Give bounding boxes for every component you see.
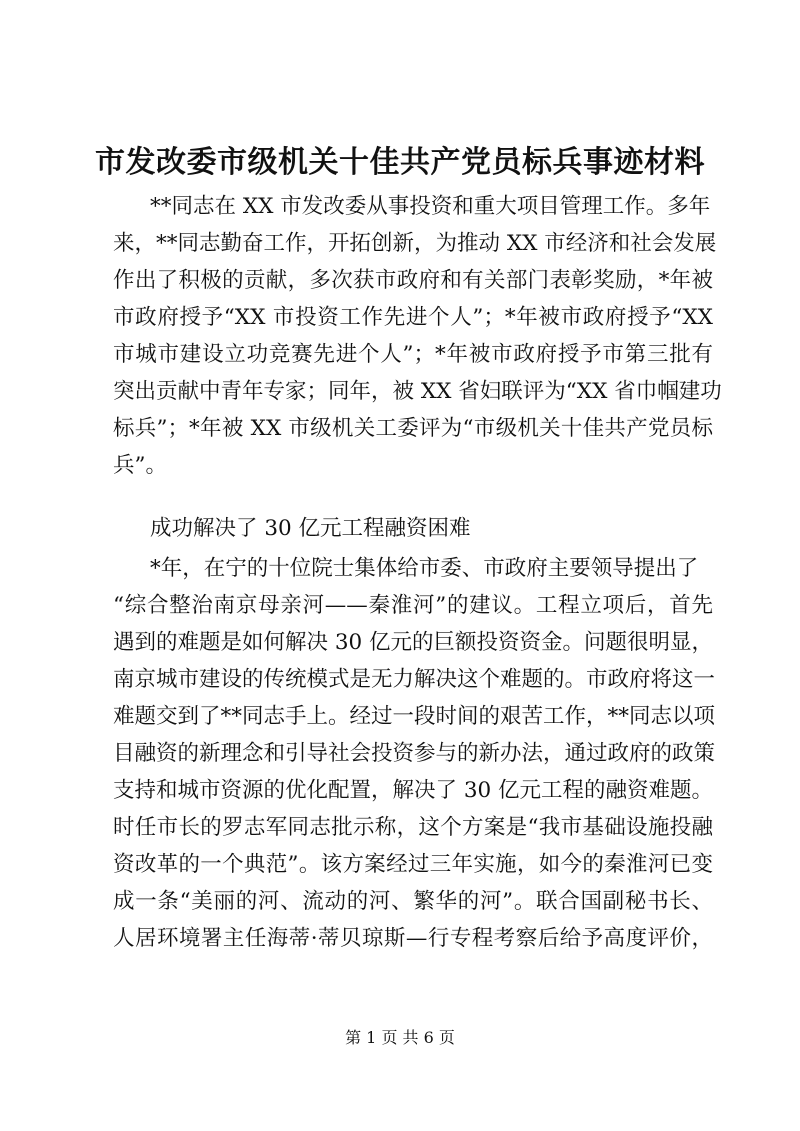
paragraph-line: 难题交到了**同志手上。经过一段时间的艰苦工作，**同志以项 xyxy=(113,704,716,729)
paragraph-line: 市城市建设立功竞赛先进个人”；*年被市政府授予市第三批有 xyxy=(113,342,713,367)
paragraph-line: 作出了积极的贡献，多次获市政府和有关部门表彰奖励，*年被 xyxy=(113,268,713,293)
paragraph-line: 资改革的一个典范”。该方案经过三年实施，如今的秦淮河已变 xyxy=(113,852,713,877)
paragraph-line: 成一条“美丽的河、流动的河、繁华的河”。联合国副秘书长、 xyxy=(113,889,713,914)
paragraph-line: 目融资的新理念和引导社会投资参与的新办法，通过政府的政策 xyxy=(113,741,716,766)
paragraph-line: 南京城市建设的传统模式是无力解决这个难题的。市政府将这一 xyxy=(113,667,716,692)
paragraph-line: 时任市长的罗志军同志批示称，这个方案是“我市基础设施投融 xyxy=(113,815,713,840)
page-number-footer: 第 1 页 共 6 页 xyxy=(345,1028,455,1047)
paragraph-line: 标兵”；*年被 XX 市级机关工委评为“市级机关十佳共产党员标 xyxy=(113,416,713,441)
document-title: 市发改委市级机关十佳共产党员标兵事迹材料 xyxy=(95,145,705,180)
paragraph-line: 人居环境署主任海蒂·蒂贝琼斯—行专程考察后给予高度评价， xyxy=(113,926,713,951)
paragraph-line: **同志在 XX 市发改委从事投资和重大项目管理工作。多年 xyxy=(150,194,711,219)
paragraph-line: 遇到的难题是如何解决 30 亿元的巨额投资资金。问题很明显， xyxy=(113,630,714,655)
paragraph-line: 兵”。 xyxy=(113,453,167,478)
paragraph-line: “综合整治南京母亲河——秦淮河”的建议。工程立项后，首先 xyxy=(113,593,713,618)
section-heading: 成功解决了 30 亿元工程融资困难 xyxy=(150,516,471,541)
paragraph-line: 市政府授予“XX 市投资工作先进个人”；*年被市政府授予“XX xyxy=(113,305,713,330)
paragraph-line: 来，**同志勤奋工作，开拓创新，为推动 XX 市经济和社会发展 xyxy=(113,231,717,256)
paragraph-line: *年，在宁的十位院士集体给市委、市政府主要领导提出了 xyxy=(150,556,699,581)
paragraph-line: 突出贡献中青年专家；同年，被 XX 省妇联评为“XX 省巾帼建功 xyxy=(113,379,722,404)
paragraph-line: 支持和城市资源的优化配置，解决了 30 亿元工程的融资难题。 xyxy=(113,778,714,803)
